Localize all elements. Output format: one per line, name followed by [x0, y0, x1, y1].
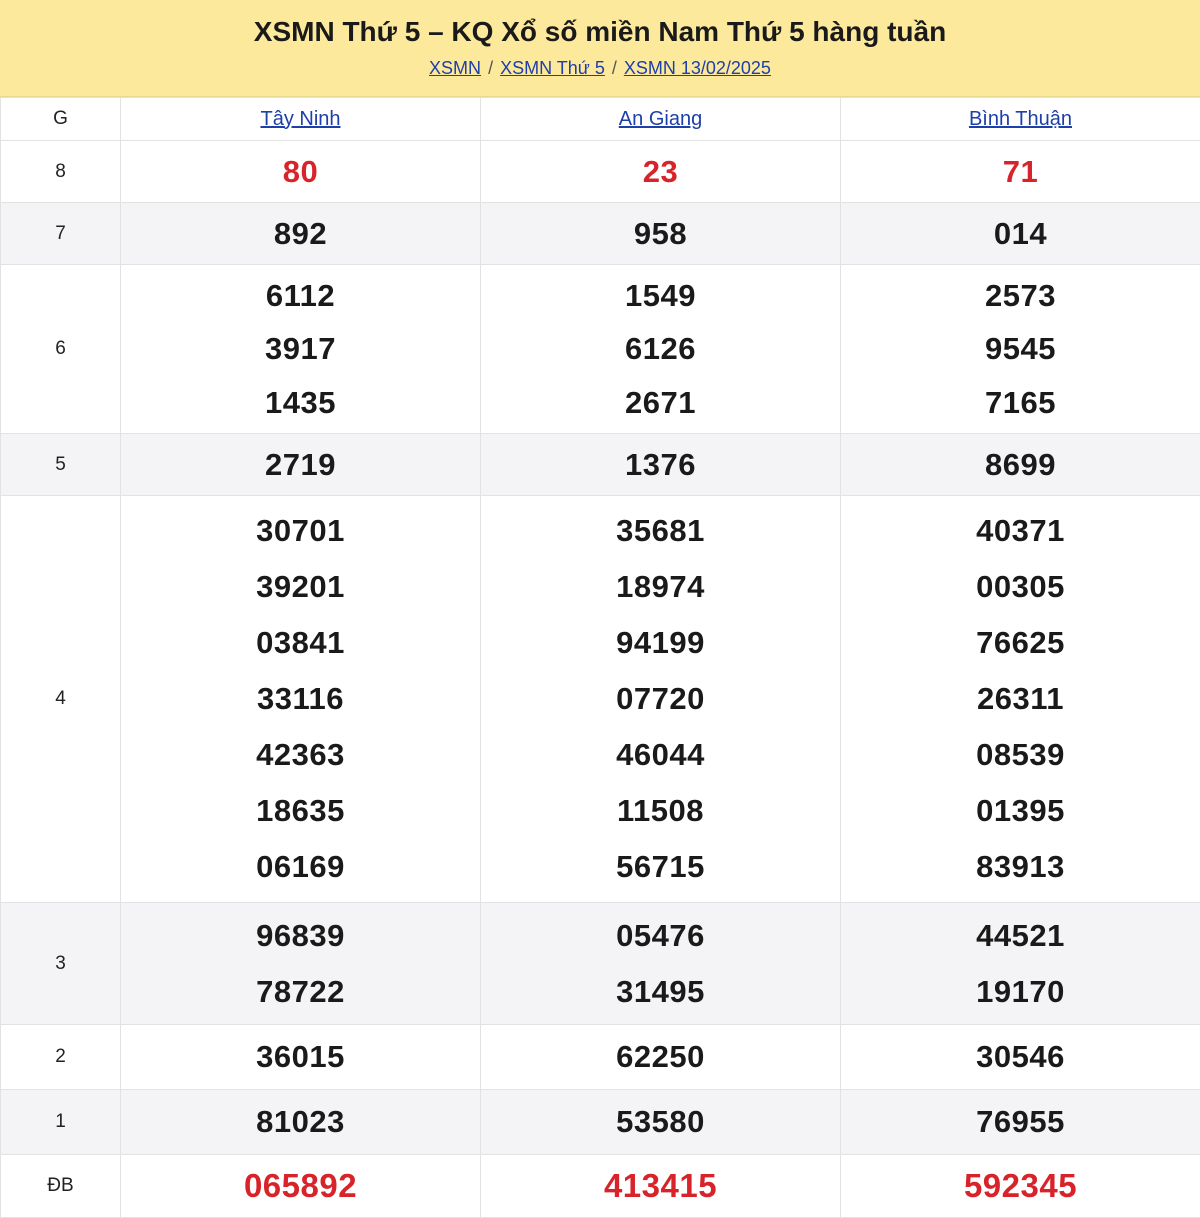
result-number: 80	[282, 153, 319, 189]
result-cell	[121, 141, 481, 203]
prize-row	[1, 434, 1200, 496]
result-cell	[481, 265, 841, 434]
result-cell	[841, 1155, 1200, 1218]
result-number: 36015	[256, 1039, 345, 1074]
result-number: 6126	[625, 331, 696, 367]
prize-label: 2	[1, 1025, 121, 1090]
result-number: 1549	[625, 277, 696, 313]
province-header-an-giang	[481, 98, 841, 141]
result-number: 592345	[963, 1167, 1078, 1204]
result-number: 8699	[985, 446, 1056, 482]
province-header-binh-thuan	[841, 98, 1200, 141]
result-number: 7165	[985, 384, 1056, 420]
result-cell	[841, 141, 1200, 203]
result-number: 958	[633, 215, 688, 251]
result-number: 08539	[976, 737, 1065, 772]
result-number: 39201	[256, 569, 345, 604]
result-number: 014	[993, 215, 1048, 251]
result-number: 35681	[616, 513, 705, 548]
prize-row	[1, 496, 1200, 903]
result-number: 30701	[256, 513, 345, 548]
prize-label: 3	[1, 903, 121, 1025]
result-cell	[481, 1025, 841, 1090]
result-cell	[481, 1155, 841, 1218]
result-number: 33116	[257, 681, 344, 716]
results-table	[0, 97, 1200, 1218]
result-number: 56715	[616, 849, 705, 884]
result-number: 18635	[256, 793, 345, 828]
result-number: 23	[642, 153, 679, 189]
result-number: 19170	[976, 973, 1065, 1009]
result-number: 6112	[265, 277, 336, 313]
result-number: 44521	[976, 917, 1065, 953]
result-number: 00305	[976, 569, 1065, 604]
result-cell	[121, 265, 481, 434]
prize-label: 8	[1, 141, 121, 203]
prize-label: ĐB	[1, 1155, 121, 1218]
prize-row	[1, 141, 1200, 203]
prize-column-header: G	[1, 98, 121, 141]
province-link-an-giang[interactable]: An Giang	[618, 107, 703, 130]
result-number: 31495	[616, 973, 705, 1009]
prize-label: 1	[1, 1090, 121, 1155]
province-link-tay-ninh[interactable]: Tây Ninh	[260, 107, 341, 130]
breadcrumb-link-xsmn[interactable]: XSMN	[429, 58, 482, 78]
result-cell	[481, 434, 841, 496]
prize-row	[1, 1155, 1200, 1218]
result-cell	[841, 434, 1200, 496]
result-number: 96839	[256, 917, 345, 953]
result-cell	[121, 1155, 481, 1218]
result-cell	[481, 141, 841, 203]
result-number: 18974	[616, 569, 705, 604]
result-number: 11508	[617, 793, 704, 828]
result-number: 9545	[985, 331, 1056, 367]
result-number: 413415	[603, 1167, 718, 1204]
result-number: 53580	[616, 1104, 705, 1139]
result-number: 01395	[976, 793, 1065, 828]
breadcrumb-separator: /	[488, 58, 494, 78]
result-number: 71	[1002, 153, 1039, 189]
result-number: 46044	[616, 737, 705, 772]
breadcrumb-separator: /	[611, 58, 617, 78]
result-number: 03841	[256, 625, 345, 660]
result-number: 065892	[243, 1167, 358, 1204]
result-cell	[841, 496, 1200, 903]
prize-row	[1, 265, 1200, 434]
result-cell	[841, 265, 1200, 434]
breadcrumb-link-xsmn-date[interactable]: XSMN 13/02/2025	[623, 58, 771, 78]
result-number: 2719	[265, 446, 336, 482]
result-cell	[841, 903, 1200, 1025]
result-number: 1376	[625, 446, 696, 482]
result-number: 81023	[256, 1104, 345, 1139]
result-number: 78722	[256, 973, 345, 1009]
result-cell	[841, 1025, 1200, 1090]
result-number: 62250	[616, 1039, 705, 1074]
result-cell	[121, 203, 481, 265]
result-number: 06169	[256, 849, 345, 884]
result-cell	[481, 903, 841, 1025]
result-number: 26311	[977, 681, 1064, 716]
result-number: 76625	[976, 625, 1065, 660]
result-number: 2671	[625, 384, 696, 420]
result-cell	[121, 903, 481, 1025]
result-number: 40371	[976, 513, 1065, 548]
prize-label: 6	[1, 265, 121, 434]
breadcrumb-link-xsmn-thu-5[interactable]: XSMN Thứ 5	[500, 58, 605, 78]
prize-label: 7	[1, 203, 121, 265]
page-title: XSMN Thứ 5 – KQ Xổ số miền Nam Thứ 5 hàng tuần	[253, 16, 947, 47]
result-cell	[841, 1090, 1200, 1155]
result-cell	[121, 434, 481, 496]
result-number: 05476	[616, 917, 705, 953]
province-link-binh-thuan[interactable]: Bình Thuận	[968, 107, 1073, 130]
prize-label: 4	[1, 496, 121, 903]
result-number: 892	[273, 215, 328, 251]
prize-row	[1, 1090, 1200, 1155]
table-header-row	[1, 98, 1200, 141]
prize-label: 5	[1, 434, 121, 496]
result-cell	[481, 203, 841, 265]
result-number: 76955	[976, 1104, 1065, 1139]
result-number: 2573	[985, 277, 1056, 313]
result-number: 42363	[256, 737, 345, 772]
result-number: 94199	[616, 625, 705, 660]
result-cell	[481, 1090, 841, 1155]
result-cell	[841, 203, 1200, 265]
result-number: 30546	[976, 1039, 1065, 1074]
prize-row	[1, 1025, 1200, 1090]
result-number: 07720	[616, 681, 705, 716]
result-number: 83913	[976, 849, 1065, 884]
result-number: 3917	[265, 331, 336, 367]
result-cell	[121, 1090, 481, 1155]
result-cell	[121, 1025, 481, 1090]
prize-row	[1, 203, 1200, 265]
page-header	[0, 0, 1200, 97]
result-cell	[481, 496, 841, 903]
breadcrumb	[0, 57, 1200, 79]
result-cell	[121, 496, 481, 903]
prize-row	[1, 903, 1200, 1025]
result-number: 1435	[265, 384, 336, 420]
province-header-tay-ninh	[121, 98, 481, 141]
